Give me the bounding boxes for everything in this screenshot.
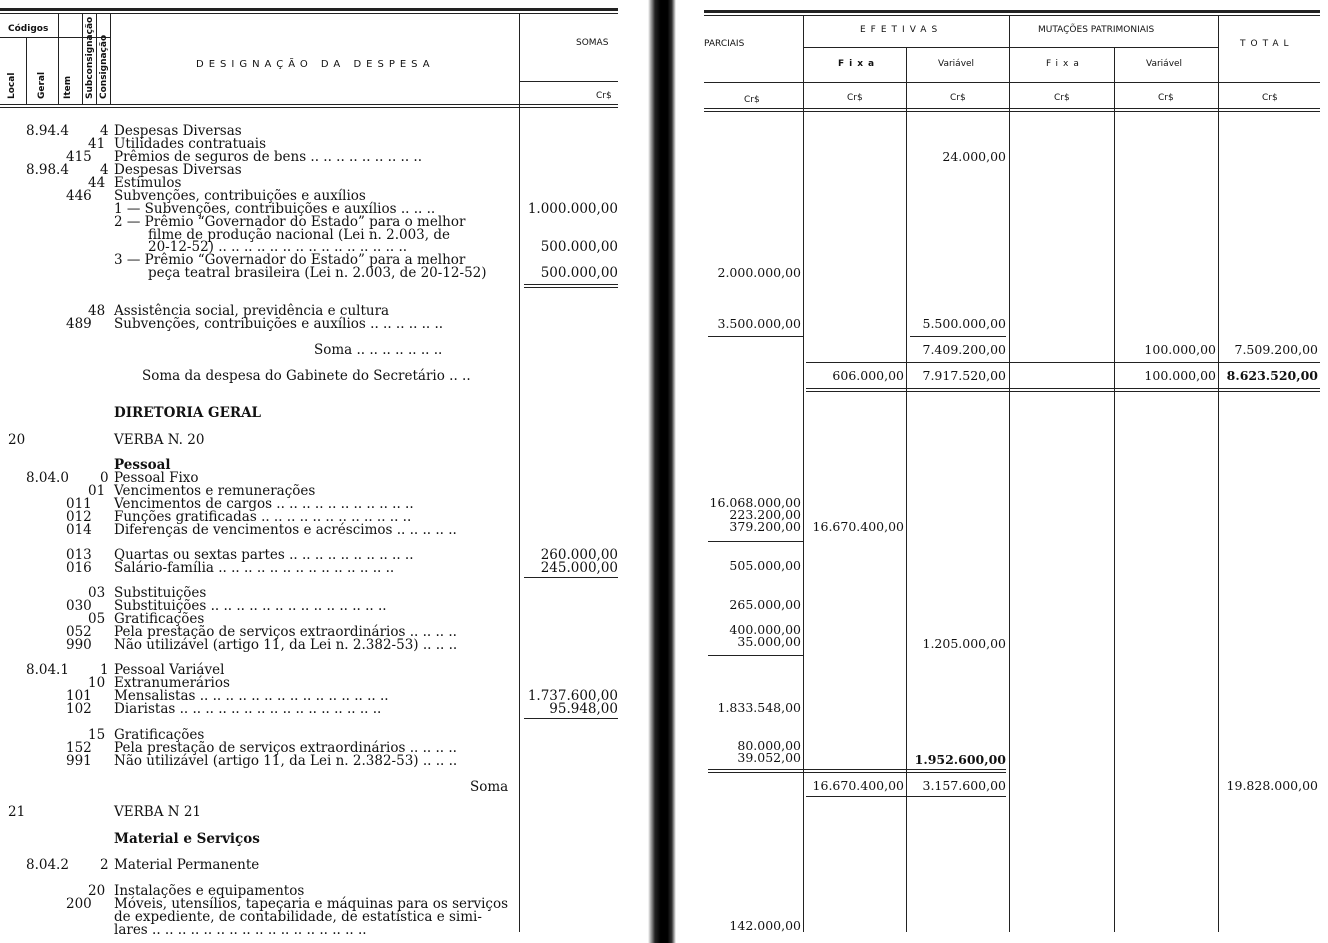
code-geral: 0 [100, 470, 109, 486]
top-rule [0, 8, 618, 11]
row-text: 1 — Subvenções, contribuições e auxílios .. .. .. [114, 201, 436, 217]
row-text: Substituições .. .. .. .. .. .. .. .. .. .. .. .. .. .. [114, 598, 387, 614]
row-text: VERBA N 21 [114, 804, 202, 820]
code-local: 8.04.0 [26, 470, 69, 486]
value-parciais: 400.000,00 [729, 622, 801, 637]
row-text: Diferenças de vencimentos e acréscimos .. .. .. .. .. [114, 522, 457, 538]
row-text: Salário-família .. .. .. .. .. .. .. .. .. .. .. .. .. .. [114, 560, 395, 576]
code-geral: 4 [100, 123, 109, 139]
code-local: 8.94.4 [26, 123, 69, 139]
subsection-title: Pessoal [114, 457, 171, 473]
value-parciais: 265.000,00 [729, 597, 801, 612]
row-text: VERBA N. 20 [114, 432, 205, 448]
header-bottom-rule2 [0, 107, 618, 108]
value-efetivas-fixa: 16.670.400,00 [812, 519, 904, 534]
row-text: Subvenções, contribuições e auxílios .. .. .. .. .. .. [114, 316, 444, 332]
header-currency: Cr$ [596, 91, 612, 101]
row-text: peça teatral brasileira (Lei n. 2.003, de 20-12-52) [148, 265, 487, 281]
value-total: 19.828.000,00 [1226, 778, 1318, 793]
sum-rule [708, 769, 1006, 770]
code-item: 014 [66, 522, 92, 538]
value-parciais: 16.068.000,00 [709, 495, 801, 510]
row-text: de expediente, de contabilidade, de estatística e simi- [114, 909, 482, 925]
row-text: Subvenções, contribuições e auxílios [114, 188, 366, 204]
value-efetivas-variavel: 5.500.000,00 [922, 316, 1006, 331]
row-text: Funções gratificadas .. .. .. .. .. .. .. .. .. .. .. .. [114, 509, 412, 525]
row-text: Móveis, utensílios, tapeçaria e máquinas para os serviços [114, 896, 509, 912]
row-text: Vencimentos de cargos .. .. .. .. .. .. .. .. .. .. .. [114, 496, 414, 512]
soma-value: 500.000,00 [540, 239, 618, 255]
code-item: 489 [66, 316, 92, 332]
value-parciais: 80.000,00 [737, 738, 801, 753]
header-bottom-rule2 [704, 111, 1320, 112]
header-ef-fixa: Fixa [838, 59, 880, 69]
col-divider [58, 14, 59, 104]
header-consignacao: Consignação [99, 34, 109, 99]
code-item: 012 [66, 509, 92, 525]
header-local: Local [7, 72, 17, 99]
code-local: 8.04.1 [26, 662, 69, 678]
col-divider [110, 14, 111, 104]
soma-value: 260.000,00 [540, 547, 618, 563]
header-codigos: Códigos [8, 24, 49, 34]
soma-value: 245.000,00 [540, 560, 618, 576]
code-local: 8.04.2 [26, 857, 69, 873]
code-geral: 05 [88, 611, 106, 627]
row-text: Gratificações [114, 727, 205, 743]
sum-rule [524, 577, 618, 578]
section-title: DIRETORIA GERAL [114, 405, 262, 421]
sum-rule [708, 336, 803, 337]
top-rule [704, 10, 1320, 13]
row-text: Extranumerários [114, 675, 230, 691]
top-rule-thin [0, 13, 618, 14]
col-divider [803, 16, 804, 932]
somas-divider [519, 14, 520, 932]
row-text: 20-12-52) .. .. .. .. .. .. .. .. .. .. .. .. .. .. .. [148, 239, 408, 255]
value-mutacoes-variavel: 100.000,00 [1144, 342, 1216, 357]
row-text: Diaristas .. .. .. .. .. .. .. .. .. .. .. .. .. .. .. .. [114, 701, 382, 717]
value-efetivas-variavel: 7.409.200,00 [922, 342, 1006, 357]
header-bottom-rule [0, 104, 618, 105]
header-efetivas: EFETIVAS [860, 25, 943, 35]
row-text: Não utilizável (artigo 11, da Lei n. 2.382-53) .. .. .. [114, 753, 458, 769]
code-geral: 2 [100, 857, 109, 873]
code-item: 052 [66, 624, 92, 640]
code-item: 013 [66, 547, 92, 563]
value-total: 7.509.200,00 [1234, 342, 1318, 357]
row-text: filme de produção nacional (Lei n. 2.003, de [148, 227, 450, 243]
row-text: Estímulos [114, 175, 182, 191]
row-text: Gratificações [114, 611, 205, 627]
code-geral: 48 [88, 303, 106, 319]
value-efetivas-fixa: 16.670.400,00 [812, 778, 904, 793]
top-rule-thin [704, 15, 1320, 16]
row-text: Material Permanente [114, 857, 260, 873]
header-bottom-rule [704, 108, 1320, 109]
value-mutacoes-variavel: 100.000,00 [1144, 368, 1216, 383]
code-geral: 1 [100, 662, 109, 678]
value-parciais: 379.200,00 [729, 519, 801, 534]
header-mu-variavel: Variável [1146, 59, 1183, 69]
sum-rule [806, 391, 1320, 392]
row-text: Instalações e equipamentos [114, 883, 305, 899]
row-text: Mensalistas .. .. .. .. .. .. .. .. .. .. .. .. .. .. .. [114, 688, 389, 704]
sum-rule [708, 655, 803, 656]
subsection-title: Material e Serviços [114, 831, 260, 847]
code-local: 8.98.4 [26, 162, 69, 178]
col-divider [1009, 16, 1010, 932]
code-geral: 4 [100, 162, 109, 178]
row-text: Utilidades contratuais [114, 136, 267, 152]
header-currency: Cr$ [1262, 93, 1278, 103]
col-divider [1114, 48, 1115, 932]
code-geral: 41 [88, 136, 106, 152]
code-item: 991 [66, 753, 92, 769]
value-parciais: 1.833.548,00 [717, 700, 801, 715]
value-efetivas-variavel: 1.952.600,00 [914, 752, 1006, 767]
code-geral: 10 [88, 675, 106, 691]
header-currency: Cr$ [847, 93, 863, 103]
code-item: 016 [66, 560, 92, 576]
header-geral: Geral [37, 71, 47, 99]
somas-rule [520, 81, 618, 82]
col-divider [906, 48, 907, 932]
row-text: Assistência social, previdência e cultura [114, 303, 390, 319]
value-parciais: 505.000,00 [729, 558, 801, 573]
row-text: Quartas ou sextas partes .. .. .. .. .. .. .. .. .. .. [114, 547, 414, 563]
code-local: 20 [8, 432, 26, 448]
sum-rule [910, 336, 1006, 337]
header-mutacoes: MUTAÇÕES PATRIMONIAIS [1038, 25, 1155, 35]
value-efetivas-variavel: 24.000,00 [942, 149, 1006, 164]
code-geral: 20 [88, 883, 106, 899]
header-parciais: PARCIAIS [704, 39, 745, 49]
sum-rule [806, 796, 1006, 797]
row-text: Prêmios de seguros de bens .. .. .. .. .. .. .. .. .. [114, 149, 423, 165]
header-subconsignacao: Subconsignação [85, 16, 95, 99]
row-text: Vencimentos e remunerações [114, 483, 316, 499]
row-text: 3 — Prêmio “Governador do Estado” para a melhor [114, 252, 466, 268]
header-currency: Cr$ [950, 93, 966, 103]
row-text: Substituições [114, 585, 207, 601]
header-currency: Cr$ [744, 95, 760, 105]
code-item: 152 [66, 740, 92, 756]
code-geral: 15 [88, 727, 106, 743]
soma-label: Soma [470, 779, 509, 795]
value-efetivas-variavel: 1.205.000,00 [922, 636, 1006, 651]
code-item: 415 [66, 149, 92, 165]
col-divider [1218, 16, 1219, 932]
row-text: Soma da despesa do Gabinete do Secretário .. .. [142, 368, 471, 384]
sum-rule [806, 362, 1320, 363]
header-ef-variavel: Variável [938, 59, 975, 69]
row-text: Pessoal Variável [114, 662, 225, 678]
sum-rule [524, 287, 618, 288]
value-parciais: 39.052,00 [737, 750, 801, 765]
code-item: 102 [66, 701, 92, 717]
sum-rule [806, 388, 1320, 389]
soma-value: 1.737.600,00 [527, 688, 618, 704]
code-item: 030 [66, 598, 92, 614]
code-item: 990 [66, 637, 92, 653]
code-item: 101 [66, 688, 92, 704]
value-efetivas-variavel: 7.917.520,00 [922, 368, 1006, 383]
value-total: 8.623.520,00 [1226, 368, 1318, 383]
sum-rule [524, 284, 618, 285]
header-item: Item [63, 75, 73, 99]
row-text: Pessoal Fixo [114, 470, 199, 486]
header-currency: Cr$ [1158, 93, 1174, 103]
value-parciais: 142.000,00 [729, 918, 801, 933]
header-mu-fixa: Fixa [1046, 59, 1084, 69]
soma-value: 95.948,00 [549, 701, 618, 717]
code-item: 200 [66, 896, 92, 912]
header-total: TOTAL [1240, 39, 1294, 49]
row-text: Despesas Diversas [114, 123, 242, 139]
header-rule [704, 82, 1320, 83]
row-text: Pela prestação de serviços extraordinários .. .. .. .. [114, 740, 457, 756]
subheader-rule [804, 47, 1218, 48]
header-somas: SOMAS [576, 38, 609, 48]
row-text: Não utilizável (artigo 11, da Lei n. 2.382-53) .. .. .. [114, 637, 458, 653]
value-parciais: 223.200,00 [729, 507, 801, 522]
sum-rule [708, 772, 1006, 773]
sum-rule [524, 718, 618, 719]
value-parciais: 2.000.000,00 [717, 265, 801, 280]
col-divider [26, 37, 27, 104]
sum-rule [708, 541, 803, 542]
col-divider [82, 14, 83, 104]
row-text: Pela prestação de serviços extraordinários .. .. .. .. [114, 624, 457, 640]
value-efetivas-variavel: 3.157.600,00 [922, 778, 1006, 793]
row-text: Soma .. .. .. .. .. .. .. [314, 342, 443, 358]
row-text: 2 — Prêmio “Governador do Estado” para o melhor [114, 214, 466, 230]
code-geral: 03 [88, 585, 106, 601]
code-geral: 01 [88, 483, 106, 499]
value-efetivas-fixa: 606.000,00 [832, 368, 904, 383]
header-currency: Cr$ [1054, 93, 1070, 103]
header-designacao: DESIGNAÇÃO DA DESPESA [196, 59, 435, 70]
code-geral: 44 [88, 175, 106, 191]
soma-value: 500.000,00 [540, 265, 618, 281]
soma-value: 1.000.000,00 [527, 201, 618, 217]
col-divider [96, 14, 97, 104]
code-local: 21 [8, 804, 26, 820]
row-text: Despesas Diversas [114, 162, 242, 178]
value-parciais: 35.000,00 [737, 634, 801, 649]
value-parciais: 3.500.000,00 [717, 316, 801, 331]
code-item: 011 [66, 496, 92, 512]
code-item: 446 [66, 188, 92, 204]
book-binding-gutter [648, 0, 676, 943]
row-text: lares .. .. .. .. .. .. .. .. .. .. .. .. .. .. .. .. .. [114, 922, 367, 938]
